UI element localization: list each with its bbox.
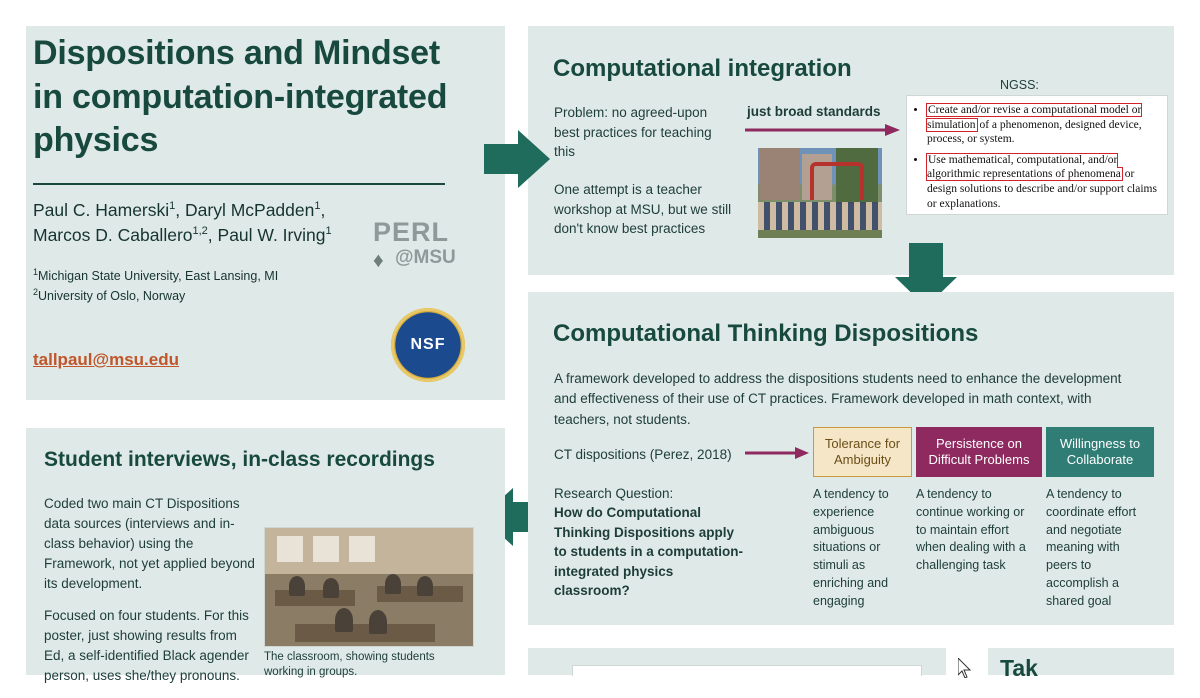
disposition-card-persistence[interactable]: Persistence on Difficult Problems bbox=[916, 427, 1042, 477]
research-question-text: How do Computational Thinking Dispositions apply to students in a computation-integrated physics classroom? bbox=[554, 505, 743, 599]
author-line-2: Marcos D. Caballero$^{1,2}$, Paul W. Irving$^1$ bbox=[33, 225, 332, 246]
ct-dispositions-intro: A framework developed to address the dispositions students need to enhance the development and effectiveness of their use of CT practices. Framework developed in math context, with teachers, not students. bbox=[554, 371, 1122, 427]
affiliations: $^1$Michigan State University, East Lansing, MI $^2$University of Oslo, Norway bbox=[33, 267, 279, 304]
nsf-logo-text: NSF bbox=[410, 336, 446, 353]
nsf-logo bbox=[391, 308, 465, 382]
spartan-helmet-icon: ♦ bbox=[373, 249, 384, 272]
computational-integration-problem-text: Problem: no agreed-upon best practices for teaching this bbox=[554, 105, 712, 160]
author-line-1: Paul C. Hamerski$^1$, Daryl McPadden$^1$, bbox=[33, 200, 326, 220]
title-divider bbox=[33, 183, 445, 185]
contact-email-link[interactable]: tallpaul@msu.edu bbox=[33, 350, 179, 369]
research-question-label: Research Question: bbox=[554, 486, 674, 501]
ngss-bullet-2-highlight: Use mathematical, computational, and/or algorithmic representations of phenomena bbox=[927, 153, 1121, 181]
computational-integration-heading: Computational integration bbox=[553, 55, 852, 82]
photo-sculpture bbox=[810, 162, 864, 200]
broad-standards-label: just broad standards bbox=[747, 104, 881, 119]
disposition-description-ambiguity: A tendency to experience ambiguous situations or stimuli as enriching and engaging bbox=[813, 487, 889, 608]
maroon-arrow-small-icon bbox=[745, 447, 809, 459]
photo-ground bbox=[758, 230, 882, 238]
mouse-cursor-icon bbox=[958, 658, 972, 678]
disposition-card-collaborate[interactable]: Willingness to Collaborate bbox=[1046, 427, 1154, 477]
perl-logo-at-msu: @MSU bbox=[395, 247, 456, 268]
classroom-person-2 bbox=[323, 578, 339, 598]
student-interviews-paragraph-1: Coded two main CT Dispositions data sources (interviews and in-class behavior) using the Framework, not yet applied beyond its development. bbox=[44, 496, 255, 591]
workshop-photo bbox=[758, 148, 882, 238]
classroom-person-1 bbox=[289, 576, 305, 596]
page-title: Dispositions and Mindset in computation-integrated physics bbox=[33, 34, 448, 160]
student-interviews-paragraph-2: Focused on four students. For this poster, just showing results from Ed, a self-identified Black agender person, uses she/they pronouns. bbox=[44, 607, 249, 683]
classroom-window-2 bbox=[313, 536, 339, 562]
classroom-photo-caption: The classroom, showing students working in groups. bbox=[264, 651, 435, 678]
photo-people-group bbox=[758, 202, 882, 232]
perl-msu-logo bbox=[373, 219, 473, 281]
ct-dispositions-heading: Computational Thinking Dispositions bbox=[553, 320, 979, 347]
computational-integration-attempt-text: One attempt is a teacher workshop at MSU, but we still don't know best practices bbox=[554, 182, 732, 237]
classroom-person-5 bbox=[335, 608, 353, 632]
photo-building bbox=[760, 148, 800, 200]
disposition-description-collaborate: A tendency to coordinate effort and negotiate meaning with peers to accomplish a shared goal bbox=[1046, 487, 1137, 608]
ngss-bullet-2-rest: or design solutions to describe and/or support claims or explanations. bbox=[927, 168, 1157, 210]
bottom-chart-placeholder bbox=[572, 665, 922, 676]
classroom-person-4 bbox=[417, 576, 433, 596]
classroom-person-3 bbox=[385, 574, 401, 594]
student-interviews-body bbox=[44, 494, 256, 698]
ngss-bullet-2 bbox=[927, 153, 1159, 211]
ngss-bullet-1 bbox=[927, 103, 1159, 147]
ngss-standards-box bbox=[906, 95, 1168, 215]
disposition-card-tolerance-for-ambiguity[interactable]: Tolerance for Ambiguity bbox=[813, 427, 912, 477]
ngss-bullet-1-rest: of a phenomenon, designed device, process, or system. bbox=[927, 118, 1142, 146]
perl-logo-wordmark: PERL bbox=[373, 217, 450, 247]
classroom-photo bbox=[264, 527, 474, 647]
disposition-description-persistence: A tendency to continue working or to maintain effort when dealing with a challenging task bbox=[916, 487, 1026, 572]
ngss-label: NGSS: bbox=[1000, 78, 1039, 92]
classroom-window-3 bbox=[349, 536, 375, 562]
arrow-title-to-integration-icon bbox=[484, 128, 550, 190]
ct-dispositions-source-label: CT dispositions (Perez, 2018) bbox=[554, 447, 732, 462]
author-list bbox=[33, 198, 363, 249]
ngss-bullet-1-highlight: Create and/or revise a computational model or simulation bbox=[927, 104, 1142, 131]
classroom-table-1 bbox=[275, 590, 355, 606]
classroom-person-6 bbox=[369, 610, 387, 634]
student-interviews-heading: Student interviews, in-class recordings bbox=[44, 448, 435, 471]
classroom-window-1 bbox=[277, 536, 303, 562]
maroon-arrow-icon bbox=[745, 124, 900, 136]
bottom-right-heading: Tak bbox=[1000, 655, 1038, 681]
classroom-table-3 bbox=[295, 624, 435, 642]
